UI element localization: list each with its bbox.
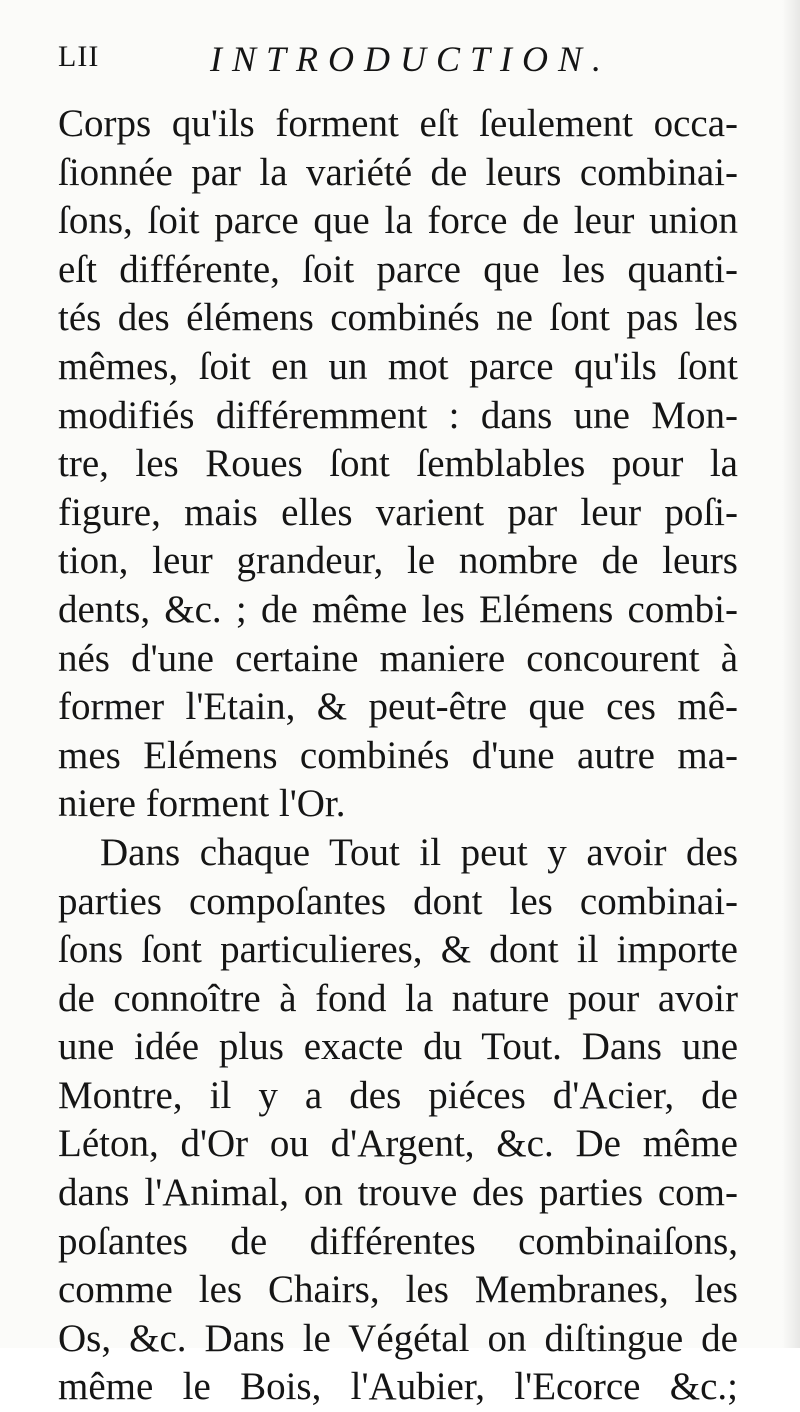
text-line: eſt différente, ſoit parce que les quanti- bbox=[58, 247, 738, 291]
page-edge-shadow bbox=[782, 0, 800, 1348]
running-head: INTRODUCTION. bbox=[210, 39, 612, 79]
text-line: former l'Etain, & peut-être que ces mê- bbox=[58, 685, 738, 729]
text-line: une idée plus exacte du Tout. Dans une bbox=[58, 1025, 738, 1069]
text-line: tion, leur grandeur, le nombre de leurs bbox=[58, 539, 738, 583]
text-line: comme les Chairs, les Membranes, les bbox=[58, 1268, 738, 1312]
text-line: même le Bois, l'Aubier, l'Ecorce &c.; bbox=[58, 1365, 738, 1409]
page-number: LII bbox=[58, 40, 100, 73]
text-line: dans l'Animal, on trouve des parties com- bbox=[58, 1171, 738, 1215]
text-line: modifiés différemment : dans une Mon- bbox=[58, 393, 738, 437]
text-line: Montre, il y a des piéces d'Acier, de bbox=[58, 1073, 738, 1117]
text-line: de connoître à fond la nature pour avoir bbox=[58, 976, 738, 1020]
text-line: ſionnée par la variété de leurs combinai- bbox=[58, 150, 738, 194]
text-line: figure, mais elles varient par leur poſi- bbox=[58, 490, 738, 534]
page-header bbox=[58, 40, 758, 86]
text-line: niere forment l'Or. bbox=[58, 782, 346, 826]
text-line: poſantes de différentes combinaiſons, bbox=[58, 1219, 738, 1263]
text-line: parties compoſantes dont les combinai- bbox=[58, 879, 738, 923]
text-line: Os, &c. Dans le Végétal on diſtingue de bbox=[58, 1316, 738, 1360]
body-text bbox=[58, 100, 738, 1412]
text-line: nés d'une certaine maniere concourent à bbox=[58, 636, 738, 680]
text-line: mêmes, ſoit en un mot parce qu'ils ſont bbox=[58, 344, 738, 388]
text-line: ſons ſont particulieres, & dont il importe bbox=[58, 928, 738, 972]
text-line: dents, &c. ; de même les Elémens combi- bbox=[58, 587, 738, 631]
text-line: ſons, ſoit parce que la force de leur union bbox=[58, 199, 738, 243]
text-line: tés des élémens combinés ne ſont pas les bbox=[58, 296, 738, 340]
text-line: Léton, d'Or ou d'Argent, &c. De même bbox=[58, 1122, 738, 1166]
text-line: Corps qu'ils forment eſt ſeulement occa- bbox=[58, 102, 738, 145]
text-line: mes Elémens combinés d'une autre ma- bbox=[58, 733, 738, 777]
text-line: Dans chaque Tout il peut y avoir des bbox=[100, 830, 738, 874]
text-line: tre, les Roues ſont ſemblables pour la bbox=[58, 442, 738, 486]
